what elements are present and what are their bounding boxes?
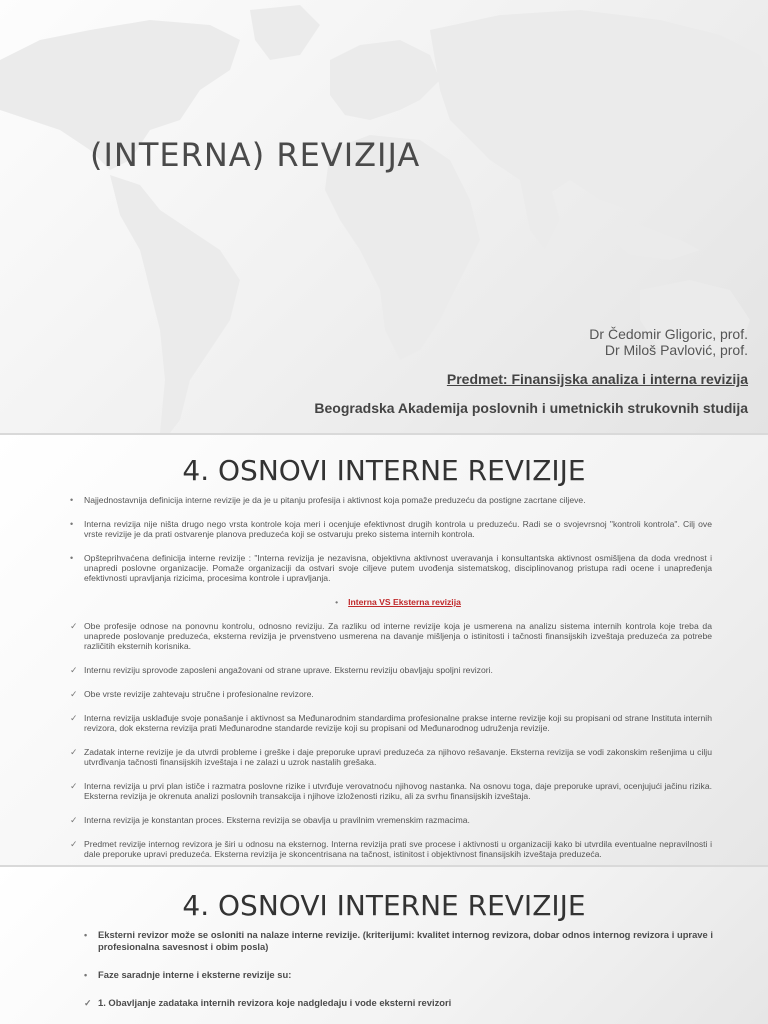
check-icon: ✓ — [70, 781, 78, 791]
check-icon: ✓ — [70, 815, 78, 825]
bullet-icon: • — [335, 597, 339, 607]
check-icon: ✓ — [70, 621, 78, 631]
check-item: ✓ Interna revizija usklađuje svoje ponašanje i aktivnost sa Međunarodnim standardima profesionalne prakse interne revizije koji su propisani od strane Instituta internih revizora, dok eksterna revizija prati Međunarodne standarde revizije koji su propisani od Međunarodnog udruženja revizije. — [70, 713, 712, 733]
list-item: • Najjednostavnija definicija interne revizije je da je u pitanju profesija i aktivnost koja pomaže preduzeću da postigne zacrtane ciljeve. — [70, 495, 586, 505]
bullet-icon: • — [70, 553, 74, 563]
check-item: ✓ Interna revizija u prvi plan ističe i razmatra poslovne rizike i utvrđuje verovatnoću njihovog nastanka. Na osnovu toga, daje preporuke upravi, ocenjujući jačinu rizika. Eksterna revizija je okrenuta analizi poslovnih transakcija i njihove izloženosti riziku, ali za svrhu finansijskih izveštaja. — [70, 781, 712, 801]
author-line-1: Dr Čedomir Gligoric, prof. — [589, 326, 748, 342]
list-item: • Faze saradnje interne i eksterne revizije su: — [84, 969, 292, 980]
check-item: ✓ Predmet revizije internog revizora je širi u odnosu na eksternog. Interna revizija prati sve procese i aktivnosti u organizaciji kako bi utvrdila eventualne nepravilnosti i dale preporuke upravi preduzeća. Eksterna revizija je skoncentrisana na tačnost, istinitost i objektivnost finansijskih izveštaja preduzeća. — [70, 839, 712, 859]
list-item: • Eksterni revizor može se osloniti na nalaze interne revizije. (kriterijumi: kvalitet internog revizora, dobar odnos internog revizora i uprave i profesionalna savesnost i obim posla) — [84, 929, 713, 952]
comparison-link[interactable]: Interna VS Eksterna revizija — [348, 597, 461, 607]
check-item: ✓ Obe vrste revizije zahtevaju stručne i profesionalne revizore. — [70, 689, 314, 699]
check-item: ✓ Interna revizija je konstantan proces. Eksterna revizija se obavlja u pravilnim vremenskim razmacima. — [70, 815, 470, 825]
check-icon: ✓ — [70, 747, 78, 757]
check-icon: ✓ — [70, 689, 78, 699]
bullet-list — [70, 495, 712, 859]
content-slide-2 — [0, 867, 768, 1024]
slide-title: 4. OSNOVI INTERNE REVIZIJE — [182, 454, 586, 487]
subject-line: Predmet: Finansijska analiza i interna revizija — [446, 371, 748, 387]
bullet-icon: • — [70, 495, 74, 505]
check-item: ✓ Internu reviziju sprovode zaposleni angažovani od strane uprave. Eksternu reviziju obavljaju spoljni revizori. — [70, 665, 493, 675]
check-icon: ✓ — [70, 665, 78, 675]
author-line-2: Dr Miloš Pavlović, prof. — [604, 342, 748, 358]
slide-title: 4. OSNOVI INTERNE REVIZIJE — [182, 889, 586, 922]
title-slide — [0, 0, 768, 433]
bullet-icon: • — [84, 970, 88, 980]
check-icon: ✓ — [70, 839, 78, 849]
check-icon: ✓ — [84, 998, 92, 1008]
content-slide-1 — [0, 435, 768, 865]
check-icon: ✓ — [70, 713, 78, 723]
bullet-list — [84, 929, 713, 1009]
world-map-background — [0, 0, 768, 433]
check-item: ✓ Obe profesije odnose na ponovnu kontrolu, odnosno reviziju. Za razliku od interne revizije koja je usmerena na analizu sistema internih kontrola koje treba da unaprede poslovanje preduzeća, eksterna revizija je prvenstveno usmerena na davanje mišljenja o istinitosti i tačnosti finansijskih izveštaja preduzeća za potrebe različitih eksternih korisnika. — [70, 621, 712, 651]
check-item: ✓ 1. Obavljanje zadataka internih revizora koje nadgledaju i vode eksterni revizori — [84, 997, 452, 1008]
school-name: Beogradska Akademija poslovnih i umetnickih strukovnih studija — [314, 400, 748, 416]
list-item: • Interna revizija nije ništa drugo nego vrsta kontrole koja meri i ocenjuje efektivnost drugih kontrola u preduzeću. Radi se o svojevrsnoj "kontroli kontrola". Cilj ove vrste revizije je da prati ostvarenje planova preduzeća koji se ostvaruju preko sistema internih kontrola. — [70, 519, 712, 539]
list-item: • Opšteprihvaćena definicija interne revizije : "Interna revizija je nezavisna, objektivna aktivnost uveravanja i konsultantska aktivnost osmišljena da doda vrednost i unapredi poslovne organizacije. Pomaže organizaciji da ostvari svoje ciljeve putem uvođenja sistematskog, disciplinovanog pristupa radi ocene i unapređenja efektivnosti upravljanja rizicima, procesima kontrole i upravljanja. — [70, 553, 712, 583]
presentation-title: (INTERNA) REVIZIJA — [90, 136, 421, 174]
list-item — [84, 597, 712, 607]
bullet-icon: • — [70, 519, 74, 529]
bullet-icon: • — [84, 930, 88, 940]
check-item: ✓ Zadatak interne revizije je da utvrdi probleme i greške i daje preporuke upravi preduzeća za njihovo rešavanje. Eksterna revizija se vodi zakonskim rešenjima u cilju utvrđivanja tačnosti finansijskih izveštaja i ne zalazi u uzrok nastalih grešaka. — [70, 747, 712, 767]
